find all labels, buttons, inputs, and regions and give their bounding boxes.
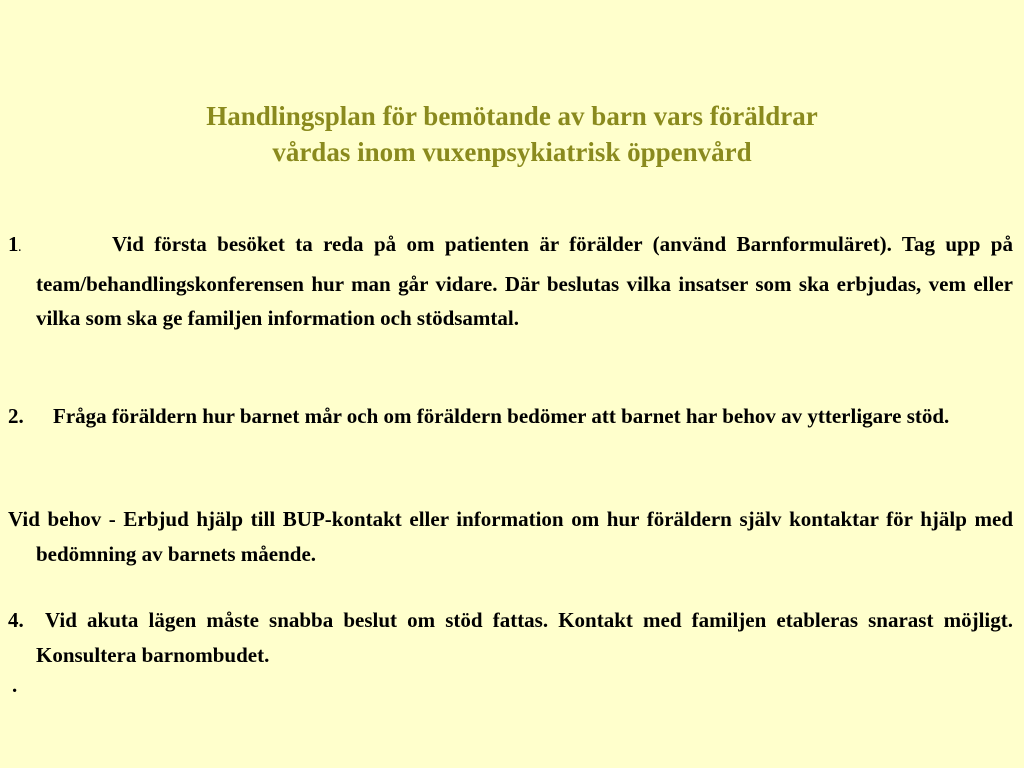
item-number-4: 4. <box>8 608 24 632</box>
item-text-1: Vid första besöket ta reda på om patienten är förälder (använd Barnformuläret). Tag upp på team/behandlingskonferensen hur man går vidare. Där beslutas vilka insatser som ska erbjudas, vem eller vilka som ska ge familjen information och stödsamtal. <box>36 232 1013 330</box>
title-line-2: vårdas inom vuxenpsykiatrisk öppenvård <box>272 137 752 167</box>
list-item-4 <box>8 603 1013 672</box>
slide-title <box>0 98 1024 170</box>
list-item-3 <box>8 502 1013 571</box>
item-number-2: 2. <box>8 404 24 428</box>
item-number-1 <box>8 227 112 267</box>
trailing-bullet: . <box>12 673 18 697</box>
title-line-1: Handlingsplan för bemötande av barn vars föräldrar <box>206 101 818 131</box>
item-number-1-period: . <box>18 243 21 254</box>
item-text-4: Vid akuta lägen måste snabba beslut om stöd fattas. Kontakt med familjen etableras snarast möjligt. Konsultera barnombudet. <box>36 608 1013 667</box>
list-item-1 <box>8 227 1013 336</box>
item-number-1-digit: 1 <box>8 232 19 256</box>
list-item-2 <box>8 399 1013 434</box>
item-text-3: Vid behov - Erbjud hjälp till BUP-kontakt eller information om hur föräldern själv kontaktar för hjälp med bedömning av barnets mående. <box>8 507 1013 566</box>
item-text-2: Fråga föräldern hur barnet mår och om föräldern bedömer att barnet har behov av ytterligare stöd. <box>53 404 950 428</box>
